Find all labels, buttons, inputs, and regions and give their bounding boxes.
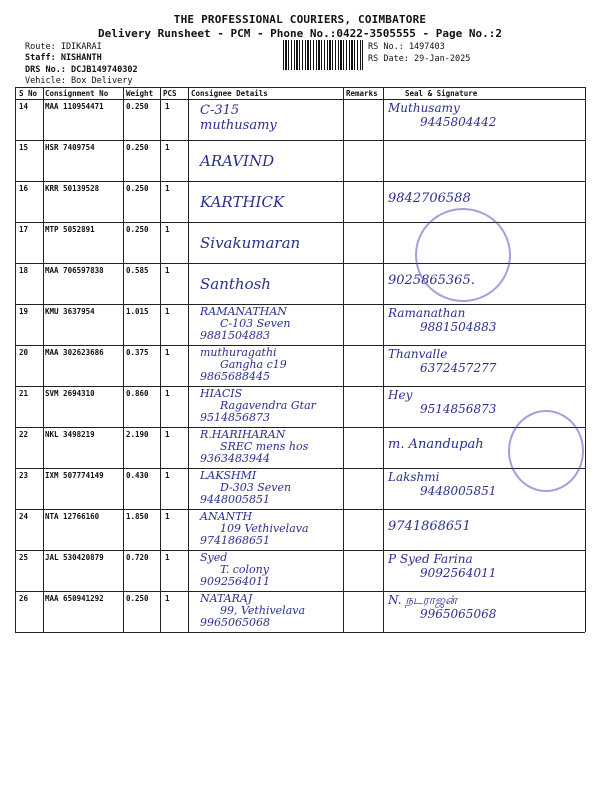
col-header-consignment: Consignment No: [45, 89, 109, 98]
row-sno: 17: [19, 225, 29, 234]
col-header-sno: S No: [19, 89, 38, 98]
signature-handwriting: 9842706588: [388, 191, 471, 206]
table-rule: [15, 87, 585, 88]
table-column-rule: [123, 87, 124, 632]
col-header-weight: Weight: [126, 89, 154, 98]
consignee-handwriting: T. colony: [220, 563, 269, 576]
row-sno: 24: [19, 512, 29, 521]
table-column-rule: [585, 87, 586, 632]
table-rule: [15, 222, 585, 223]
row-consignment-no: IXM 507774149: [45, 471, 104, 480]
consignee-handwriting: 9741868651: [200, 534, 270, 547]
consignee-handwriting: R.HARIHARAN: [200, 428, 286, 441]
consignee-handwriting: muthuragathi: [200, 346, 277, 359]
row-consignment-no: MTP 5052891: [45, 225, 95, 234]
row-pcs: 1: [165, 553, 170, 562]
table-column-rule: [160, 87, 161, 632]
signature-handwriting: 9025865365.: [388, 273, 475, 288]
seal-stamp: [508, 410, 584, 492]
consignee-handwriting: 9514856873: [200, 411, 270, 424]
row-weight: 0.250: [126, 594, 149, 603]
col-header-pcs: PCS: [163, 89, 177, 98]
row-consignment-no: NKL 3498219: [45, 430, 95, 439]
row-weight: 0.430: [126, 471, 149, 480]
table-rule: [15, 509, 585, 510]
company-title: THE PROFESSIONAL COURIERS, COIMBATORE: [173, 13, 427, 26]
row-pcs: 1: [165, 430, 170, 439]
signature-handwriting: m. Anandupah: [388, 437, 484, 452]
signature-handwriting: Ramanathan: [388, 306, 466, 320]
table-rule: [15, 304, 585, 305]
consignee-handwriting: D-303 Seven: [220, 481, 292, 494]
row-sno: 16: [19, 184, 29, 193]
table-column-rule: [383, 87, 384, 632]
consignee-handwriting: 9092564011: [200, 575, 270, 588]
vehicle-label: Vehicle: Box Delivery: [25, 76, 133, 86]
table-rule: [15, 99, 585, 100]
row-consignment-no: KMU 3637954: [45, 307, 95, 316]
table-rule: [15, 632, 585, 633]
row-pcs: 1: [165, 102, 170, 111]
signature-handwriting: 9445804442: [420, 115, 497, 129]
drs-number: DRS No.: DCJB149740302: [25, 65, 138, 75]
table-column-rule: [343, 87, 344, 632]
row-pcs: 1: [165, 143, 170, 152]
row-weight: 0.860: [126, 389, 149, 398]
consignee-handwriting: HIACIS: [200, 387, 243, 400]
table-rule: [15, 550, 585, 551]
consignee-handwriting: C-315: [200, 103, 240, 118]
row-sno: 14: [19, 102, 29, 111]
row-weight: 2.190: [126, 430, 149, 439]
row-pcs: 1: [165, 307, 170, 316]
consignee-handwriting: SREC mens hos: [220, 440, 309, 453]
row-weight: 1.015: [126, 307, 149, 316]
row-pcs: 1: [165, 266, 170, 275]
signature-handwriting: Muthusamy: [388, 101, 460, 115]
runsheet-subtitle: Delivery Runsheet - PCM - Phone No.:0422-3505555 - Page No.:2: [98, 27, 502, 40]
signature-handwriting: 6372457277: [420, 361, 497, 375]
row-sno: 25: [19, 553, 29, 562]
row-weight: 0.250: [126, 184, 149, 193]
signature-handwriting: 9092564011: [420, 566, 497, 580]
row-consignment-no: NTA 12766160: [45, 512, 100, 521]
consignee-handwriting: KARTHICK: [200, 193, 285, 211]
row-weight: 0.250: [126, 225, 149, 234]
row-consignment-no: KRR 50139528: [45, 184, 100, 193]
consignee-handwriting: LAKSHMI: [200, 469, 257, 482]
table-rule: [15, 345, 585, 346]
row-weight: 0.585: [126, 266, 149, 275]
consignee-handwriting: C-103 Seven: [220, 317, 291, 330]
row-pcs: 1: [165, 225, 170, 234]
table-rule: [15, 386, 585, 387]
consignee-handwriting: ANANTH: [200, 510, 253, 523]
row-pcs: 1: [165, 348, 170, 357]
signature-handwriting: Thanvalle: [388, 347, 448, 361]
row-weight: 0.375: [126, 348, 149, 357]
signature-handwriting: 9741868651: [388, 519, 471, 534]
row-consignment-no: MAA 110954471: [45, 102, 104, 111]
table-rule: [15, 468, 585, 469]
row-weight: 0.250: [126, 102, 149, 111]
table-rule: [15, 427, 585, 428]
route-label: Route: IDIKARAI: [25, 42, 102, 52]
row-consignment-no: MAA 706597838: [45, 266, 104, 275]
rs-date: RS Date: 29-Jan-2025: [368, 54, 471, 64]
table-rule: [15, 140, 585, 141]
consignee-handwriting: Gangha c19: [220, 358, 287, 371]
consignee-handwriting: RAMANATHAN: [200, 305, 287, 318]
row-sno: 20: [19, 348, 29, 357]
row-weight: 0.250: [126, 143, 149, 152]
row-sno: 18: [19, 266, 29, 275]
consignee-handwriting: 9865688445: [200, 370, 270, 383]
row-sno: 19: [19, 307, 29, 316]
consignee-handwriting: NATARAJ: [200, 592, 253, 605]
row-consignment-no: HSR 7409754: [45, 143, 95, 152]
col-header-consignee: Consignee Details: [191, 89, 268, 98]
row-weight: 0.720: [126, 553, 149, 562]
seal-stamp: [415, 208, 511, 302]
col-header-seal-signature: Seal & Signature: [405, 89, 478, 98]
row-sno: 15: [19, 143, 29, 152]
consignee-handwriting: 109 Vethivelava: [220, 522, 309, 535]
signature-handwriting: Hey: [388, 388, 413, 402]
table-rule: [15, 181, 585, 182]
staff-label: Staff: NISHANTH: [25, 53, 102, 63]
signature-handwriting: 9881504883: [420, 320, 497, 334]
signature-handwriting: 9448005851: [420, 484, 497, 498]
signature-handwriting: 9514856873: [420, 402, 497, 416]
consignee-handwriting: 9363483944: [200, 452, 270, 465]
signature-handwriting: 9965065068: [420, 607, 497, 621]
rs-number: RS No.: 1497403: [368, 42, 445, 52]
barcode: [283, 40, 363, 70]
row-consignment-no: SVM 2694310: [45, 389, 95, 398]
consignee-handwriting: Syed: [200, 551, 228, 564]
signature-handwriting: Lakshmi: [388, 470, 440, 484]
row-sno: 23: [19, 471, 29, 480]
consignee-handwriting: 9448005851: [200, 493, 270, 506]
row-weight: 1.850: [126, 512, 149, 521]
col-header-remarks: Remarks: [346, 89, 378, 98]
row-consignment-no: JAL 530420879: [45, 553, 104, 562]
consignee-handwriting: Ragavendra Gtar: [220, 399, 316, 412]
row-pcs: 1: [165, 184, 170, 193]
consignee-handwriting: 9881504883: [200, 329, 270, 342]
row-sno: 22: [19, 430, 29, 439]
consignee-handwriting: Santhosh: [200, 275, 271, 293]
signature-handwriting: P Syed Farina: [388, 552, 473, 566]
table-column-rule: [188, 87, 189, 632]
row-consignment-no: MAA 302623686: [45, 348, 104, 357]
row-pcs: 1: [165, 389, 170, 398]
row-sno: 26: [19, 594, 29, 603]
row-consignment-no: MAA 650941292: [45, 594, 104, 603]
table-column-rule: [43, 87, 44, 632]
consignee-handwriting: muthusamy: [200, 118, 277, 133]
row-pcs: 1: [165, 471, 170, 480]
signature-handwriting: N. நடராஜன்: [388, 593, 457, 607]
consignee-handwriting: 99, Vethivelava: [220, 604, 306, 617]
consignee-handwriting: ARAVIND: [200, 152, 275, 170]
row-pcs: 1: [165, 594, 170, 603]
table-rule: [15, 591, 585, 592]
table-column-rule: [15, 87, 16, 632]
row-sno: 21: [19, 389, 29, 398]
row-pcs: 1: [165, 512, 170, 521]
consignee-handwriting: 9965065068: [200, 616, 270, 629]
consignee-handwriting: Sivakumaran: [200, 234, 301, 252]
